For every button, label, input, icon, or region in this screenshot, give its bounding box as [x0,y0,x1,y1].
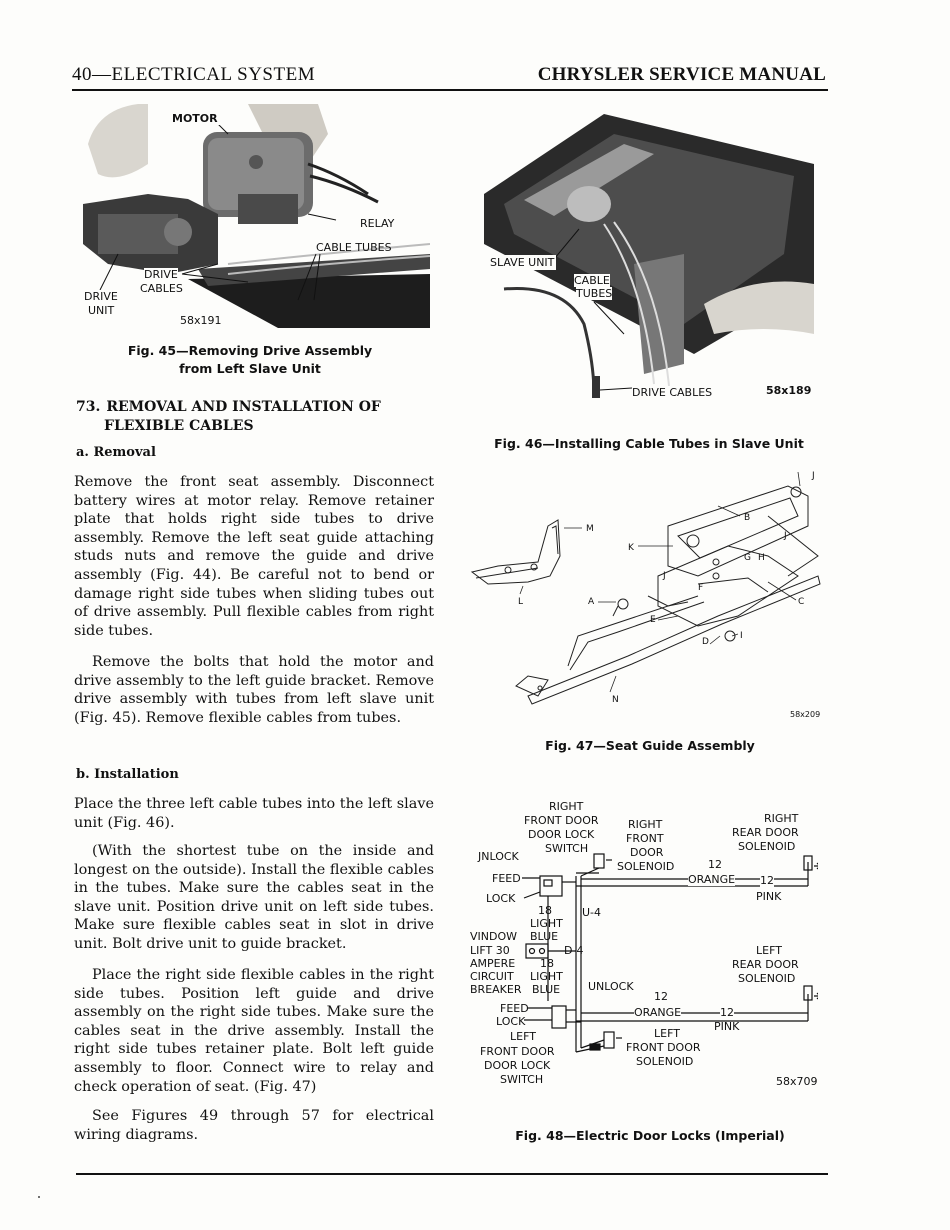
fig48-label-right-front-1: RIGHT [628,818,663,831]
fig48-figure-code: 58x709 [776,1075,818,1088]
fig48-label-right-fdl-3: DOOR LOCK [528,828,595,841]
fig47-letter-c: C [798,597,805,607]
fig48-label-feed-top: FEED [492,872,521,885]
fig48-label-left-fdl-1: LEFT [510,1030,536,1043]
fig48-label-right-fdl-4: SWITCH [545,842,589,855]
fig47-letter-b: B [744,513,751,523]
fig48-label-orange-top: ORANGE [688,873,736,886]
fig45-photo [78,104,430,328]
fig48-label-breaker-3: AMPERE [470,957,516,970]
fig45-label-drive-unit-1: DRIVE [84,290,118,303]
fig47-letter-f: F [698,583,704,593]
fig45-caption-line2: from Left Slave Unit [179,361,321,376]
fig48-label-right-fdl-2: FRONT DOOR [524,814,599,827]
fig45-label-drive-unit-2: UNIT [88,304,115,317]
fig48-label-breaker-4: CIRCUIT [470,970,514,983]
fig45-label-drive-cables-2: CABLES [140,282,183,295]
fig46-illustration [484,104,814,404]
installation-paragraph-4: See Figures 49 through 57 for electrical wiring diagrams. [74,1108,434,1143]
fig48-label-unlock-top: JNLOCK [478,850,519,863]
fig47-illustration [468,466,828,716]
fig46-label-cable: CABLE [574,274,610,287]
fig47-letter-k: K [628,543,634,553]
fig48-label-breaker-2: LIFT 30 [470,944,510,957]
fig47-letter-d: D [702,637,709,647]
installation-heading: b. Installation [76,767,179,782]
fig46-label-slave-unit: SLAVE UNIT [490,256,555,269]
fig45-label-relay: RELAY [360,217,395,230]
fig48-label-left-rear-1: LEFT [756,944,782,957]
fig45-label-cable-tubes: CABLE TUBES [316,241,392,254]
fig47-letter-e: E [650,615,656,625]
fig47-letter-j-right: J [784,531,787,541]
fig45-caption-line1: Fig. 45—Removing Drive Assembly [127,343,373,358]
fig47-letter-i: I [740,631,743,641]
fig48-label-wire-12-b: 12 [760,874,774,887]
fig48-label-light-a: LIGHT [530,917,563,930]
fig48-label-light-b: LIGHT [530,970,563,983]
removal-heading: a. Removal [76,445,156,460]
fig47-letter-h: H [758,553,765,563]
fig48-label-left-front-1: LEFT [654,1027,680,1040]
section-number: 73. [76,399,101,415]
fig46-label-drive-cables: DRIVE CABLES [632,386,713,399]
fig48-label-right-front-4: SOLENOID [617,860,675,873]
fig48-label-left-front-2: FRONT DOOR [626,1041,701,1054]
fig48-label-d4: D-4 [564,944,584,957]
fig48-label-unlock-bottom: UNLOCK [588,980,634,993]
installation-paragraph-1: Place the three left cable tubes into the left slave unit (Fig. 46). [74,796,434,831]
fig48-label-blue-a: BLUE [530,930,559,943]
fig48-caption: Fig. 48—Electric Door Locks (Imperial) [515,1128,785,1143]
removal-paragraph-1: Remove the front seat assembly. Disconnect battery wires at motor relay. Remove retainer plate that holds right side tubes to drive assembly. Remove the left seat guide attaching studs nuts and remove the guide and drive assembly (Fig. 44). Be careful not to bend or damage right side tubes when sliding tubes out of drive assembly. Pull flexible cables from right side tubes. [74,474,434,639]
scan-speck [38,1196,40,1198]
fig48-label-feed-bottom: FEED [500,1002,529,1015]
fig48-label-pink-bottom: PINK [714,1020,740,1033]
fig47-letter-g: G [744,553,751,563]
fig47-letter-j-top: J [812,471,815,481]
fig48-label-wire-12-d: 12 [720,1006,734,1019]
fig45-label-drive-cables-1: DRIVE [144,268,178,281]
fig47-letter-n: N [612,695,619,705]
fig48-label-orange-bottom: ORANGE [634,1006,682,1019]
running-header-right: CHRYSLER SERVICE MANUAL [537,64,826,85]
fig47-letter-a: A [588,597,595,607]
fig48-label-left-rear-3: SOLENOID [738,972,796,985]
fig48-label-right-front-2: FRONT [626,832,664,845]
fig48-label-right-rear-3: SOLENOID [738,840,796,853]
fig45-figure-code: 58x191 [180,314,222,327]
section-title-line1: REMOVAL AND INSTALLATION OF [106,399,381,415]
fig47-figure-code: 58x209 [790,710,821,719]
fig48-label-wire-12-a: 12 [708,858,722,871]
fig48-label-breaker-5: BREAKER [470,983,522,996]
fig48-label-right-rear-2: REAR DOOR [732,826,799,839]
fig48-label-blue-b: BLUE [532,983,561,996]
section-title-line2: FLEXIBLE CABLES [104,418,254,434]
fig45-label-motor: MOTOR [172,112,218,125]
fig48-label-wire-12-c: 12 [654,990,668,1003]
fig48-label-left-fdl-4: SWITCH [500,1073,544,1086]
fig48-label-right-rear-1: RIGHT [764,812,799,825]
fig48-label-right-fdl-1: RIGHT [549,800,584,813]
fig48-label-pink-top: PINK [756,890,782,903]
fig48-label-right-front-3: DOOR [630,846,664,859]
running-header-left: 40—ELECTRICAL SYSTEM [72,64,316,85]
removal-paragraph-2: Remove the bolts that hold the motor and drive assembly to the left guide bracket. Remove drive assembly with tubes from left slave unit (Fig. 45). Remove flexible cables from tubes. [74,654,434,726]
fig48-label-wire-18-b: 18 [540,957,554,970]
fig47-letter-j-left: J [663,571,666,581]
fig46-label-tubes: TUBES [576,287,613,300]
fig48-label-left-rear-2: REAR DOOR [732,958,799,971]
fig48-label-wire-18-a: 18 [538,904,552,917]
fig48-label-left-front-3: SOLENOID [636,1055,694,1068]
fig46-photo [484,104,814,404]
fig47-caption: Fig. 47—Seat Guide Assembly [545,738,755,753]
fig48-label-u4: U-4 [582,906,602,919]
installation-paragraph-2: (With the shortest tube on the inside and longest on the outside). Install the flexible cables in the tubes. Make sure the cables seat in the slave unit. Position drive unit on left side tubes. Make sure flexible cables seat in slot in drive unit. Bolt drive unit to guide bracket. [74,843,434,952]
fig45-illustration [78,104,430,328]
header-rule [72,89,828,91]
installation-paragraph-3: Place the right side flexible cables in the right side tubes. Position left guide and drive assembly on the right side tubes. Make sure the cables seat in the drive assembly. Install the right side tubes retainer plate. Bolt left guide assembly to floor. Connect wire to relay and check operation of seat. (Fig. 47) [74,967,434,1095]
fig48-label-lock-bottom: LOCK [496,1015,526,1028]
section-heading [76,398,436,436]
fig48-label-left-fdl-2: FRONT DOOR [480,1045,555,1058]
fig47-letter-m: M [586,524,594,534]
fig46-caption: Fig. 46—Installing Cable Tubes in Slave Unit [494,436,804,451]
footer-rule [76,1173,828,1175]
fig48-label-breaker-1: VINDOW [470,930,518,943]
fig47-letter-l: L [518,597,524,607]
fig46-figure-code: 58x189 [766,384,812,397]
fig48-label-lock-top: LOCK [486,892,516,905]
fig48-label-left-fdl-3: DOOR LOCK [484,1059,551,1072]
